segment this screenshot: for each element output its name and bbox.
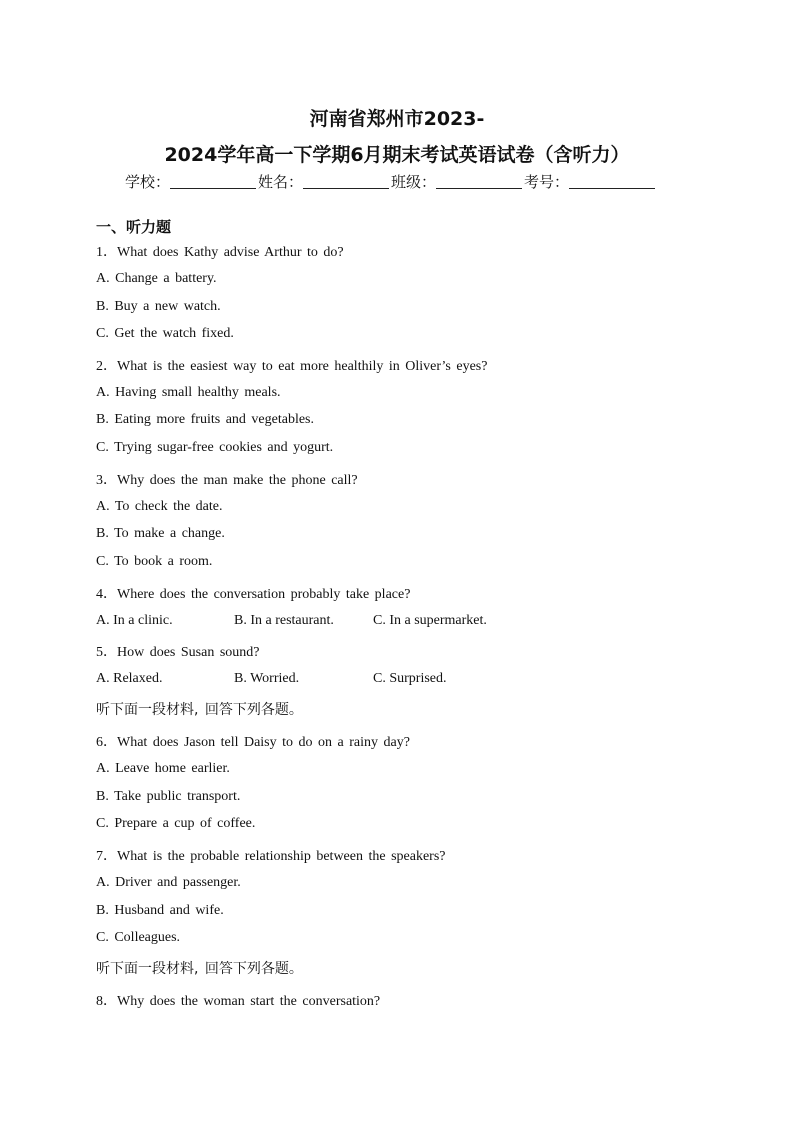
question-7-option-c: C. Colleagues. [96,930,181,945]
question-5-option-a: A. Relaxed. [96,671,163,686]
exam-title-line-1: 河南省郑州市2023- [309,108,485,130]
name-blank[interactable] [303,174,389,189]
question-6-stem: 6．What does Jason tell Daisy to do on a rainy day? [96,735,410,750]
question-5-option-b: B. Worried. [234,671,300,686]
question-4-option-c: C. In a supermarket. [373,613,487,628]
question-1-stem: 1．What does Kathy advise Arthur to do? [96,245,344,260]
question-3-option-a: A. To check the date. [96,499,223,514]
question-6-option-c: C. Prepare a cup of coffee. [96,816,256,831]
question-7-stem: 7．What is the probable relationship between the speakers? [96,849,446,864]
class-label: 班级： [391,173,437,191]
question-2-stem: 2．What is the easiest way to eat more healthily in Oliver’s eyes? [96,359,488,374]
school-label: 学校： [125,173,171,191]
question-7-option-b: B. Husband and wife. [96,903,224,918]
class-blank[interactable] [436,174,522,189]
question-3-stem: 3．Why does the man make the phone call? [96,473,358,488]
number-blank[interactable] [569,174,655,189]
question-4-option-a: A. In a clinic. [96,613,173,628]
question-8-stem: 8．Why does the woman start the conversation? [96,994,381,1009]
question-5-option-c: C. Surprised. [373,671,447,686]
question-5-stem: 5．How does Susan sound? [96,645,260,660]
question-3-option-b: B. To make a change. [96,526,225,541]
name-label: 姓名： [258,173,304,191]
question-1-option-b: B. Buy a new watch. [96,299,221,314]
number-label: 考号： [524,173,570,191]
question-4-stem: 4．Where does the conversation probably take place? [96,587,411,602]
question-4-option-b: B. In a restaurant. [234,613,334,628]
question-2-option-c: C. Trying sugar-free cookies and yogurt. [96,440,334,455]
question-1-option-c: C. Get the watch fixed. [96,326,234,341]
student-info-row [125,171,657,192]
listening-instruction: 听下面一段材料, 回答下列各题。 [96,702,303,718]
question-2-option-a: A. Having small healthy meals. [96,385,281,400]
question-6-option-a: A. Leave home earlier. [96,761,230,776]
question-7-option-a: A. Driver and passenger. [96,875,241,890]
listening-instruction: 听下面一段材料, 回答下列各题。 [96,961,303,977]
exam-title-line-2: 2024学年高一下学期6月期末考试英语试卷（含听力） [164,144,630,166]
question-1-option-a: A. Change a battery. [96,271,217,286]
question-3-option-c: C. To book a room. [96,554,213,569]
question-6-option-b: B. Take public transport. [96,789,241,804]
section-heading: 一、听力题 [96,218,172,236]
school-blank[interactable] [170,174,256,189]
question-2-option-b: B. Eating more fruits and vegetables. [96,412,314,427]
